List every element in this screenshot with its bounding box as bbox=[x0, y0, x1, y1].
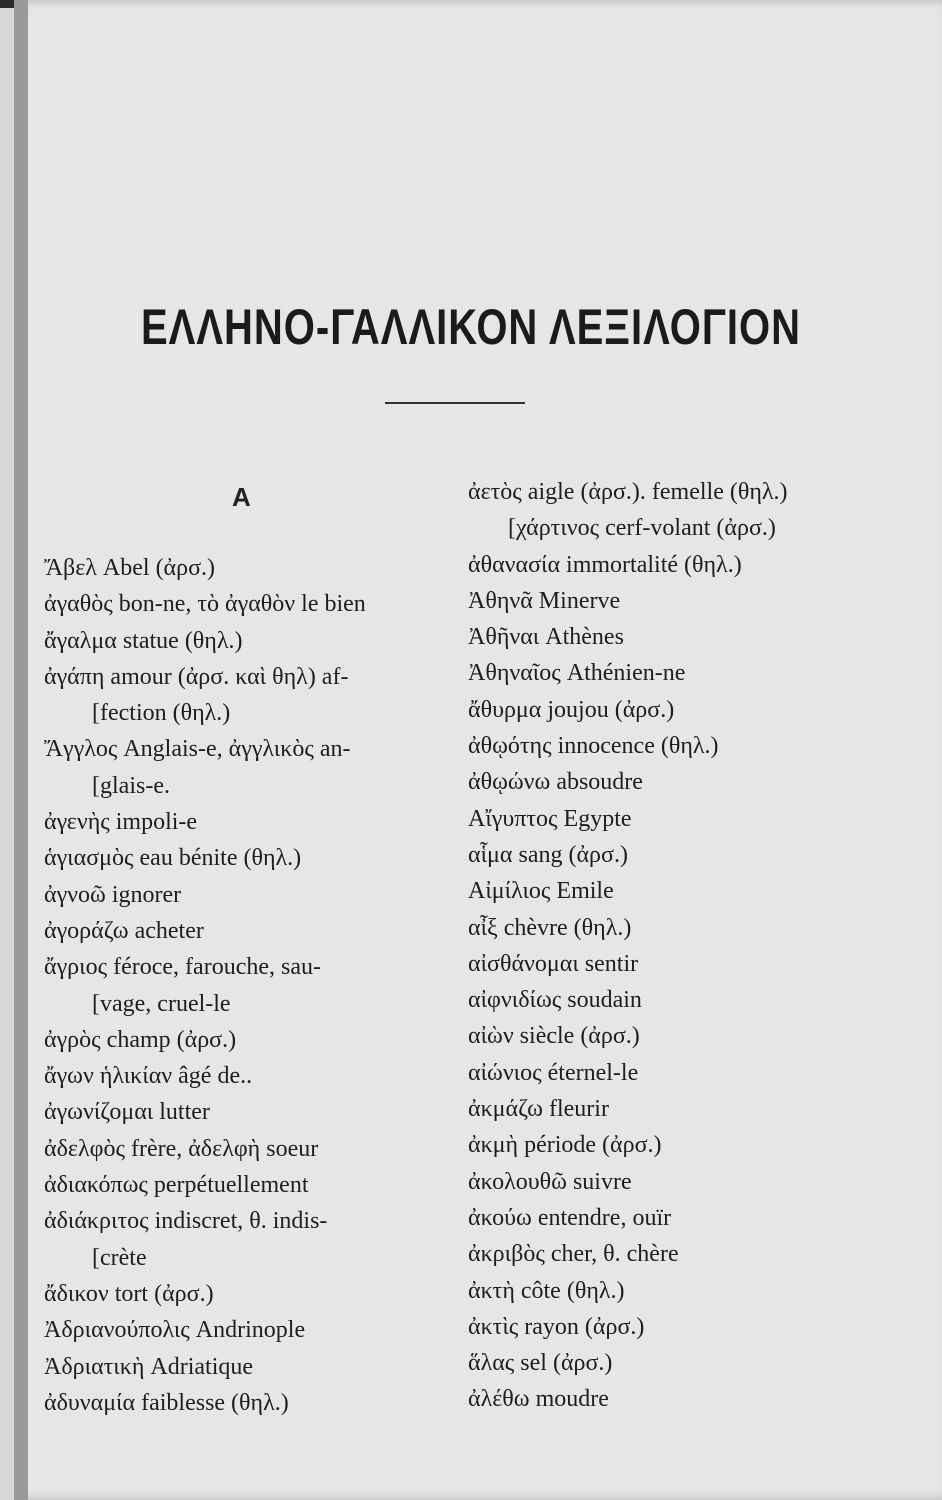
dictionary-entry: Ἀθῆναι Athènes bbox=[468, 624, 624, 651]
dictionary-entry: αἰώνιος éternel-le bbox=[468, 1059, 639, 1086]
dictionary-entry: Ἀδριατικὴ Adriatique bbox=[44, 1353, 254, 1380]
dictionary-entry: Ἄγγλος Anglais-e, ἀγγλικὸς an- bbox=[44, 736, 351, 763]
left-column bbox=[44, 550, 464, 1421]
dictionary-entry: ἀγωνίζομαι lutter bbox=[44, 1099, 210, 1126]
dictionary-entry: ἅλας sel (ἀρσ.) bbox=[468, 1350, 613, 1377]
page-title: ΕΛΛΗΝΟ-ΓΑΛΛΙΚΟΝ ΛΕΞΙΛΟΓΙΟΝ bbox=[140, 300, 802, 355]
dictionary-entry: [crète bbox=[92, 1244, 147, 1271]
dictionary-entry: ἀθῳώνω absoudre bbox=[468, 769, 643, 796]
dictionary-entry: Αἴγυπτος Egypte bbox=[468, 805, 632, 832]
dictionary-entry: ἀκμὴ période (ἀρσ.) bbox=[468, 1132, 662, 1159]
dictionary-entry: ἀθῳότης innocence (θηλ.) bbox=[468, 733, 719, 760]
dictionary-entry: ἀγάπη amour (ἀρσ. καὶ θηλ) af- bbox=[44, 663, 349, 690]
dictionary-entry: ἀγαθὸς bon-ne, τὸ ἀγαθὸν le bien bbox=[44, 591, 366, 618]
dictionary-entry: [vage, cruel-le bbox=[92, 990, 231, 1017]
right-column bbox=[468, 474, 918, 1418]
dictionary-entry: ἀκριβὸς cher, θ. chère bbox=[468, 1241, 679, 1268]
dictionary-entry: ἀγοράζω acheter bbox=[44, 917, 204, 944]
dictionary-entry: αἶξ chèvre (θηλ.) bbox=[468, 914, 632, 941]
dictionary-entry: ἀκούω entendre, ouïr bbox=[468, 1204, 672, 1231]
dictionary-entry: ἀκτὶς rayon (ἀρσ.) bbox=[468, 1313, 645, 1340]
section-letter: Α bbox=[232, 482, 251, 512]
dictionary-entry: Ἀθηναῖος Athénien-ne bbox=[468, 660, 686, 687]
dictionary-entry: Αἰμίλιος Emile bbox=[468, 878, 614, 905]
dictionary-entry: ἄγριος féroce, farouche, sau- bbox=[44, 954, 321, 981]
dictionary-entry: [χάρτινος cerf-volant (ἀρσ.) bbox=[508, 515, 776, 542]
dictionary-entry: ἀλέθω moudre bbox=[468, 1386, 609, 1413]
dictionary-entry: αἰφνιδίως soudain bbox=[468, 987, 642, 1014]
book-binding bbox=[14, 0, 28, 1500]
dictionary-entry: ἀκτὴ côte (θηλ.) bbox=[468, 1277, 625, 1304]
dictionary-entry: ἀετὸς aigle (ἀρσ.). femelle (θηλ.) bbox=[468, 479, 788, 505]
dictionary-entry: ἁγιασμὸς eau bénite (θηλ.) bbox=[44, 845, 302, 872]
dictionary-entry: αἰὼν siècle (ἀρσ.) bbox=[468, 1023, 640, 1050]
dictionary-entry: ἄδικον tort (ἀρσ.) bbox=[44, 1280, 214, 1307]
title-divider bbox=[385, 402, 525, 404]
dictionary-entry: ἀγενὴς impoli-e bbox=[44, 809, 198, 836]
dictionary-entry: ἀδιάκριτος indiscret, θ. indis- bbox=[44, 1208, 328, 1235]
dictionary-entry: αἰσθάνομαι sentir bbox=[468, 950, 639, 977]
dictionary-entry: αἷμα sang (ἀρσ.) bbox=[468, 841, 628, 868]
dictionary-entry: ἀγνοῶ ignorer bbox=[44, 881, 182, 908]
dictionary-entry: ἄθυρμα joujou (ἀρσ.) bbox=[468, 696, 675, 723]
dictionary-entry: Ἀδριανούπολις Andrinople bbox=[44, 1317, 306, 1344]
dictionary-entry: ἀθανασία immortalité (θηλ.) bbox=[468, 551, 742, 578]
dictionary-entry: ἀδελφὸς frère, ἀδελφὴ soeur bbox=[44, 1135, 319, 1162]
dictionary-entry: ἀγρὸς champ (ἀρσ.) bbox=[44, 1026, 237, 1053]
dictionary-entry: [glais-e. bbox=[92, 772, 170, 799]
dictionary-entry: ἀδιακόπως perpétuellement bbox=[44, 1172, 309, 1199]
dictionary-entry: ἀδυναμία faiblesse (θηλ.) bbox=[44, 1389, 289, 1416]
dictionary-entry: Ἄβελ Abel (ἀρσ.) bbox=[44, 555, 216, 581]
dictionary-entry: [fection (θηλ.) bbox=[92, 700, 231, 727]
dictionary-entry: Ἀθηνᾶ Minerve bbox=[468, 587, 621, 614]
dictionary-entry: ἄγων ἡλικίαν âgé de.. bbox=[44, 1063, 253, 1090]
dictionary-entry: ἀκμάζω fleurir bbox=[468, 1096, 609, 1123]
dictionary-entry: ἄγαλμα statue (θηλ.) bbox=[44, 627, 243, 654]
dictionary-entry: ἀκολουθῶ suivre bbox=[468, 1168, 632, 1195]
